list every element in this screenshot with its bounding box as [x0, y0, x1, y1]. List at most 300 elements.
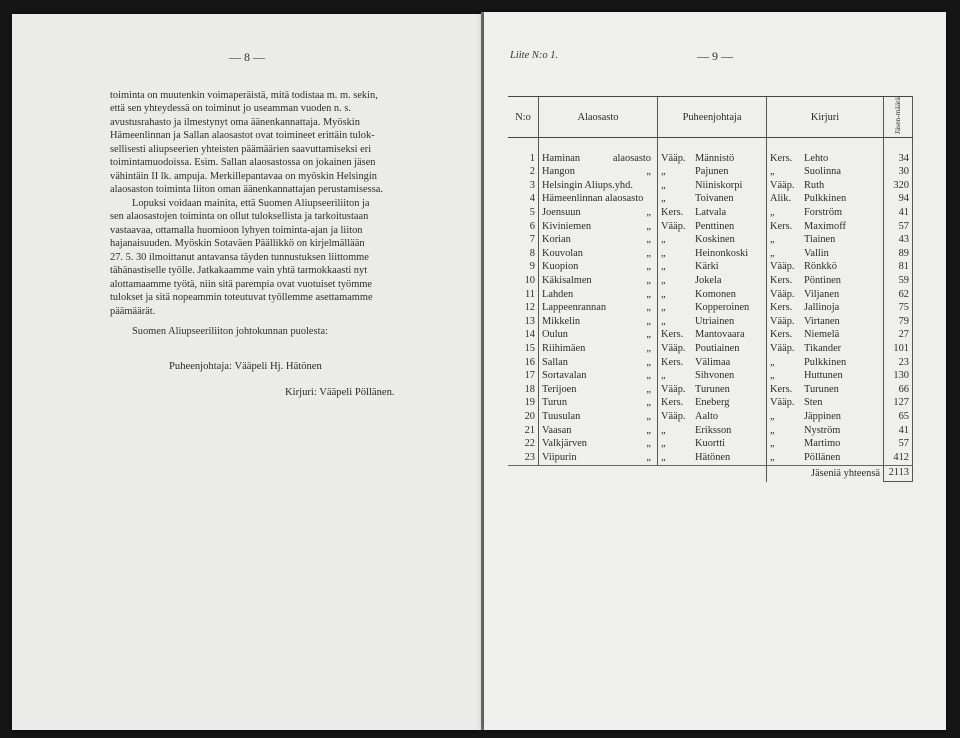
branch-name: Mikkelin	[542, 315, 581, 327]
branch-cell	[539, 247, 658, 261]
branch-suffix: „	[646, 329, 651, 341]
branch-table-body	[508, 138, 913, 482]
secretary-rank: „	[770, 424, 775, 436]
secretary-cell	[767, 193, 884, 207]
secretary-cell	[767, 342, 884, 356]
branch-name: Tuusulan	[542, 410, 581, 422]
secretary-name: Pulkkinen	[804, 193, 847, 205]
chair-rank: „	[661, 288, 666, 300]
chair-cell	[658, 179, 767, 193]
secretary-cell	[767, 302, 884, 316]
secretary-name: Ruth	[804, 179, 825, 191]
signature-secretary-name: Vääpeli Pöllänen.	[319, 387, 395, 398]
chair-rank: „	[661, 315, 666, 327]
chair-cell	[658, 438, 767, 452]
branch-cell	[539, 397, 658, 411]
chair-rank: Vääp.	[661, 220, 686, 232]
row-number: 8	[529, 247, 535, 259]
branch-cell	[539, 451, 658, 465]
row-number: 18	[524, 383, 535, 395]
signature-chair	[169, 361, 322, 372]
header-members	[884, 97, 913, 138]
secretary-name: Pöllänen	[804, 451, 841, 463]
chair-name: Utriainen	[695, 315, 735, 327]
secretary-cell	[767, 288, 884, 302]
text-line: Hämeenlinnan ja Sallan alaosastot ovat toimineet erittäin tulok-	[110, 130, 375, 141]
branch-name: Kouvolan	[542, 247, 583, 259]
secretary-rank: Vääp.	[770, 179, 795, 191]
secretary-name: Niemelä	[804, 329, 840, 341]
chair-rank: „	[661, 302, 666, 314]
signature-secretary-label: Kirjuri:	[285, 387, 317, 398]
member-count: 23	[884, 356, 913, 370]
table-row	[508, 356, 913, 370]
branch-name: Korian	[542, 234, 571, 246]
secretary-cell	[767, 383, 884, 397]
secretary-name: Suolinna	[804, 166, 841, 178]
table-row	[508, 152, 913, 166]
text-line: Lopuksi voidaan mainita, että Suomen Aliupseeriliiton ja	[132, 198, 370, 209]
text-line: toimintamuodoissa. Esim. Sallan alaosastossa on jokainen jäsen	[110, 157, 376, 168]
chair-cell	[658, 193, 767, 207]
text-line: että sen yhteydessä on toiminut jo useamman vuoden n. s.	[110, 103, 351, 114]
chair-cell	[658, 356, 767, 370]
branch-cell	[539, 342, 658, 356]
branch-suffix: „	[646, 370, 651, 382]
secretary-rank: Vääp.	[770, 397, 795, 409]
chair-cell	[658, 247, 767, 261]
secretary-rank: Vääp.	[770, 288, 795, 300]
row-number: 16	[524, 356, 535, 368]
secretary-cell	[767, 424, 884, 438]
branch-name: Käkisalmen	[542, 275, 592, 286]
chair-name: Latvala	[695, 207, 727, 219]
branch-name: Riihimäen	[542, 342, 586, 354]
branch-suffix: „	[646, 220, 651, 232]
row-number: 20	[524, 410, 535, 422]
text-line: päämäärät.	[110, 306, 156, 317]
text-line: 27. 5. 30 ilmoittanut antavansa täyden tunnustuksen liittomme	[110, 252, 369, 263]
row-number: 17	[524, 370, 535, 382]
branch-suffix: „	[646, 410, 651, 422]
table-row	[508, 342, 913, 356]
chair-name: Hätönen	[695, 451, 731, 463]
text-line: tähänastiselle työlle. Jatkakaamme vain yhtä tarmokkaasti nyt	[110, 265, 368, 276]
branch-suffix: „	[646, 288, 651, 300]
secretary-cell	[767, 274, 884, 288]
member-count: 43	[884, 234, 913, 248]
secretary-cell	[767, 315, 884, 329]
branch-cell	[539, 234, 658, 248]
branch-cell	[539, 220, 658, 234]
branch-suffix: „	[646, 166, 651, 178]
chair-cell	[658, 383, 767, 397]
table-row	[508, 247, 913, 261]
left-page	[12, 14, 482, 730]
right-page	[484, 12, 946, 730]
header-branch: Alaosasto	[539, 97, 658, 138]
secretary-rank: „	[770, 438, 775, 450]
chair-name: Heinonkoski	[695, 247, 749, 259]
member-count: 66	[884, 383, 913, 397]
branch-cell	[539, 329, 658, 343]
member-count: 57	[884, 220, 913, 234]
chair-rank: „	[661, 275, 666, 286]
secretary-rank: Kers.	[770, 275, 793, 286]
branch-suffix: „	[646, 383, 651, 395]
chair-name: Mantovaara	[695, 329, 745, 341]
branch-cell	[539, 179, 658, 193]
table-row	[508, 193, 913, 207]
chair-rank: Kers.	[661, 356, 684, 368]
chair-name: Komonen	[695, 288, 736, 300]
branch-cell	[539, 424, 658, 438]
chair-name: Männistö	[695, 152, 735, 164]
table-row	[508, 288, 913, 302]
secretary-name: Maximoff	[804, 220, 846, 232]
member-count: 62	[884, 288, 913, 302]
chair-rank: Kers.	[661, 397, 684, 409]
secretary-name: Forström	[804, 207, 843, 219]
secretary-cell	[767, 451, 884, 465]
text-line: sellisesti aliupseerien yhteisten päämäärien saavuttamiseksi eri	[110, 144, 372, 155]
secretary-rank: „	[770, 370, 775, 382]
total-row	[508, 465, 913, 482]
row-number: 14	[524, 329, 535, 341]
chair-cell	[658, 424, 767, 438]
table-row	[508, 410, 913, 424]
member-count: 41	[884, 206, 913, 220]
table-row	[508, 206, 913, 220]
chair-name: Kärki	[695, 261, 719, 273]
member-count: 79	[884, 315, 913, 329]
branch-name: Turun	[542, 397, 568, 409]
row-number: 1	[529, 152, 535, 164]
chair-cell	[658, 451, 767, 465]
chair-name: Välimaa	[695, 356, 731, 368]
chair-cell	[658, 261, 767, 275]
chair-name: Turunen	[695, 383, 730, 395]
secretary-rank: „	[770, 247, 775, 259]
branch-cell	[539, 193, 658, 207]
secretary-rank: Vääp.	[770, 261, 795, 273]
header-chair: Puheenjohtaja	[658, 97, 767, 138]
secretary-cell	[767, 261, 884, 275]
chair-cell	[658, 329, 767, 343]
chair-cell	[658, 397, 767, 411]
member-count: 27	[884, 329, 913, 343]
branch-name: Sallan	[542, 356, 568, 368]
secretary-name: Tikander	[804, 342, 842, 354]
secretary-rank: Kers.	[770, 383, 793, 395]
secretary-name: Tiainen	[804, 234, 836, 246]
text-line: alottamaamme työtä, niin sitä parempia ovat vuotuiset työmme	[110, 279, 373, 290]
chair-name: Niiniskorpi	[695, 179, 743, 191]
table-header-row	[508, 97, 913, 138]
secretary-cell	[767, 397, 884, 411]
table-row	[508, 329, 913, 343]
chair-rank: „	[661, 247, 666, 259]
text-line: Suomen Aliupseeriliiton johtokunnan puolesta:	[132, 326, 328, 337]
branch-name: Helsingin Aliups.yhd.	[542, 179, 633, 191]
chair-cell	[658, 288, 767, 302]
chair-rank: „	[661, 179, 666, 191]
row-number: 22	[524, 438, 535, 450]
secretary-cell	[767, 410, 884, 424]
secretary-cell	[767, 234, 884, 248]
row-number: 12	[524, 302, 535, 314]
chair-rank: Kers.	[661, 207, 684, 219]
text-line: alaosaston toiminta liiton oman äänenkannattajan perustamisessa.	[110, 184, 383, 195]
text-line: vastaavaa, ottamalla huomioon lyhyen toiminta-ajan ja liiton	[110, 225, 363, 236]
chair-name: Eriksson	[695, 424, 732, 436]
table-row	[508, 370, 913, 384]
branch-name: Kuopion	[542, 261, 579, 273]
chair-name: Kopperoinen	[695, 302, 750, 314]
text-line: sen alaosastojen toiminta on ollut tuloksellista ja tarkoitustaan	[110, 211, 369, 222]
table-row	[508, 397, 913, 411]
branch-suffix: „	[646, 261, 651, 273]
secretary-rank: „	[770, 234, 775, 246]
branch-name: Lappeenrannan	[542, 302, 607, 314]
chair-name: Pajunen	[695, 166, 729, 178]
member-count: 75	[884, 302, 913, 316]
row-number: 3	[529, 179, 535, 191]
secretary-rank: „	[770, 451, 775, 463]
chair-cell	[658, 274, 767, 288]
text-line: hajanaisuuden. Myöskin Sotaväen Päällikkö on kirjelmällään	[110, 238, 365, 249]
secretary-rank: Kers.	[770, 152, 793, 164]
branch-name: Haminan	[542, 152, 581, 164]
secretary-cell	[767, 370, 884, 384]
chair-rank: Vääp.	[661, 383, 686, 395]
secretary-name: Pulkkinen	[804, 356, 847, 368]
branch-name: Oulun	[542, 329, 568, 341]
chair-name: Penttinen	[695, 220, 735, 232]
secretary-cell	[767, 179, 884, 193]
branch-name: Hämeenlinnan alaosasto	[542, 193, 644, 205]
appendix-label: Liite N:o 1.	[510, 50, 559, 61]
branch-suffix: „	[646, 356, 651, 368]
table-row	[508, 179, 913, 193]
member-count: 130	[884, 370, 913, 384]
chair-rank: „	[661, 438, 666, 450]
branch-suffix: „	[646, 451, 651, 463]
total-value: 2113	[884, 465, 913, 482]
branch-cell	[539, 302, 658, 316]
chair-rank: Vääp.	[661, 410, 686, 422]
secretary-cell	[767, 206, 884, 220]
table-row	[508, 424, 913, 438]
branch-cell	[539, 166, 658, 180]
member-count: 41	[884, 424, 913, 438]
secretary-cell	[767, 438, 884, 452]
row-number: 4	[529, 193, 535, 205]
secretary-name: Turunen	[804, 383, 839, 395]
secretary-rank: Kers.	[770, 220, 793, 232]
chair-rank: Kers.	[661, 329, 684, 341]
secretary-rank: Vääp.	[770, 342, 795, 354]
branch-name: Kiviniemen	[542, 220, 592, 232]
header-members-label: Jäsen-määrä	[893, 97, 903, 135]
chair-name: Jokela	[695, 275, 722, 286]
chair-rank: Vääp.	[661, 342, 686, 354]
branch-suffix: „	[646, 207, 651, 219]
chair-name: Sihvonen	[695, 370, 735, 382]
row-number: 19	[524, 397, 535, 409]
branch-cell	[539, 370, 658, 384]
member-count: 34	[884, 152, 913, 166]
chair-name: Eneberg	[695, 397, 730, 409]
chair-rank: „	[661, 451, 666, 463]
chair-cell	[658, 370, 767, 384]
secretary-name: Rönkkö	[804, 261, 837, 273]
chair-name: Kuortti	[695, 438, 726, 450]
branch-suffix: „	[646, 438, 651, 450]
table-row	[508, 383, 913, 397]
chair-cell	[658, 302, 767, 316]
table-spacer-row	[508, 138, 913, 153]
left-page-number: — 8 —	[229, 50, 265, 64]
row-number: 9	[529, 261, 535, 273]
secretary-cell	[767, 329, 884, 343]
row-number: 2	[529, 166, 535, 178]
branch-cell	[539, 261, 658, 275]
branch-suffix: alaosasto	[612, 152, 651, 164]
secretary-name: Virtanen	[804, 315, 840, 327]
table-row	[508, 315, 913, 329]
branch-cell	[539, 288, 658, 302]
chair-name: Koskinen	[695, 234, 735, 246]
branch-name: Valkjärven	[542, 438, 588, 450]
table-row	[508, 302, 913, 316]
table-row	[508, 438, 913, 452]
secretary-name: Jallinoja	[804, 302, 840, 314]
secretary-cell	[767, 152, 884, 166]
row-number: 6	[529, 220, 535, 232]
branch-cell	[539, 206, 658, 220]
secretary-name: Vallin	[804, 247, 829, 259]
row-number: 13	[524, 315, 535, 327]
chair-cell	[658, 410, 767, 424]
row-number: 21	[524, 424, 535, 436]
secretary-rank: Kers.	[770, 329, 793, 341]
branch-name: Joensuun	[542, 207, 581, 219]
branch-suffix: „	[646, 234, 651, 246]
branch-suffix: „	[646, 342, 651, 354]
member-count: 30	[884, 166, 913, 180]
secretary-name: Jäppinen	[804, 410, 841, 422]
total-label: Jäseniä yhteensä	[767, 465, 884, 482]
chair-cell	[658, 206, 767, 220]
row-number: 11	[524, 288, 535, 300]
member-count: 81	[884, 261, 913, 275]
secretary-name: Viljanen	[804, 288, 840, 300]
branch-suffix: „	[646, 275, 651, 286]
chair-rank: Vääp.	[661, 152, 686, 164]
member-count: 57	[884, 438, 913, 452]
branch-cell	[539, 274, 658, 288]
branch-cell	[539, 383, 658, 397]
branch-name: Lahden	[542, 288, 574, 300]
secretary-name: Huttunen	[804, 370, 843, 382]
member-count: 94	[884, 193, 913, 207]
row-number: 15	[524, 342, 535, 354]
row-number: 7	[529, 234, 535, 246]
signature-chair-name: Vääpeli Hj. Hätönen	[234, 361, 322, 372]
secretary-rank: Kers.	[770, 302, 793, 314]
header-no: N:o	[508, 97, 539, 138]
branch-cell	[539, 410, 658, 424]
secretary-rank: „	[770, 207, 775, 219]
header-secretary: Kirjuri	[767, 97, 884, 138]
right-page-number: — 9 —	[697, 49, 733, 63]
row-number: 5	[529, 207, 535, 219]
branch-table	[508, 96, 913, 482]
branch-name: Viipurin	[542, 451, 577, 463]
table-row	[508, 261, 913, 275]
table-row	[508, 166, 913, 180]
secretary-cell	[767, 247, 884, 261]
chair-rank: „	[661, 261, 666, 273]
branch-cell	[539, 315, 658, 329]
secretary-name: Martimo	[804, 438, 841, 450]
table-row	[508, 274, 913, 288]
chair-cell	[658, 166, 767, 180]
branch-cell	[539, 152, 658, 166]
chair-rank: „	[661, 370, 666, 382]
table-row	[508, 234, 913, 248]
branch-suffix: „	[646, 302, 651, 314]
secretary-name: Pöntinen	[804, 275, 841, 286]
chair-name: Poutiainen	[695, 342, 740, 354]
branch-suffix: „	[646, 397, 651, 409]
branch-cell	[539, 356, 658, 370]
chair-rank: „	[661, 193, 666, 205]
secretary-rank: „	[770, 356, 775, 368]
row-number: 10	[524, 275, 535, 286]
chair-rank: „	[661, 424, 666, 436]
secretary-cell	[767, 220, 884, 234]
text-line: avustusrahasto ja ilmestynyt oma äänenkannattaja. Myöskin	[110, 117, 360, 128]
member-count: 59	[884, 274, 913, 288]
member-count: 412	[884, 451, 913, 465]
signature-secretary	[285, 387, 395, 398]
text-line: vähintäin II lk. ampuja. Merkillepantavaa on myöskin Helsingin	[110, 171, 377, 182]
chair-rank: „	[661, 166, 666, 178]
member-count: 320	[884, 179, 913, 193]
branch-cell	[539, 438, 658, 452]
branch-name: Hangon	[542, 166, 575, 178]
chair-cell	[658, 234, 767, 248]
branch-name: Sortavalan	[542, 370, 587, 382]
member-count: 65	[884, 410, 913, 424]
secretary-cell	[767, 166, 884, 180]
secretary-name: Lehto	[804, 152, 829, 164]
member-count: 127	[884, 397, 913, 411]
table-row	[508, 451, 913, 465]
chair-cell	[658, 342, 767, 356]
secretary-name: Nyström	[804, 424, 841, 436]
table-row	[508, 220, 913, 234]
text-line: toiminta on muutenkin voimaperäistä, mitä todistaa m. m. sekin,	[110, 90, 378, 101]
branch-name: Terijoen	[542, 383, 577, 395]
chair-cell	[658, 315, 767, 329]
chair-name: Toivanen	[695, 193, 734, 205]
branch-name: Vaasan	[542, 424, 572, 436]
secretary-rank: Vääp.	[770, 315, 795, 327]
secretary-cell	[767, 356, 884, 370]
